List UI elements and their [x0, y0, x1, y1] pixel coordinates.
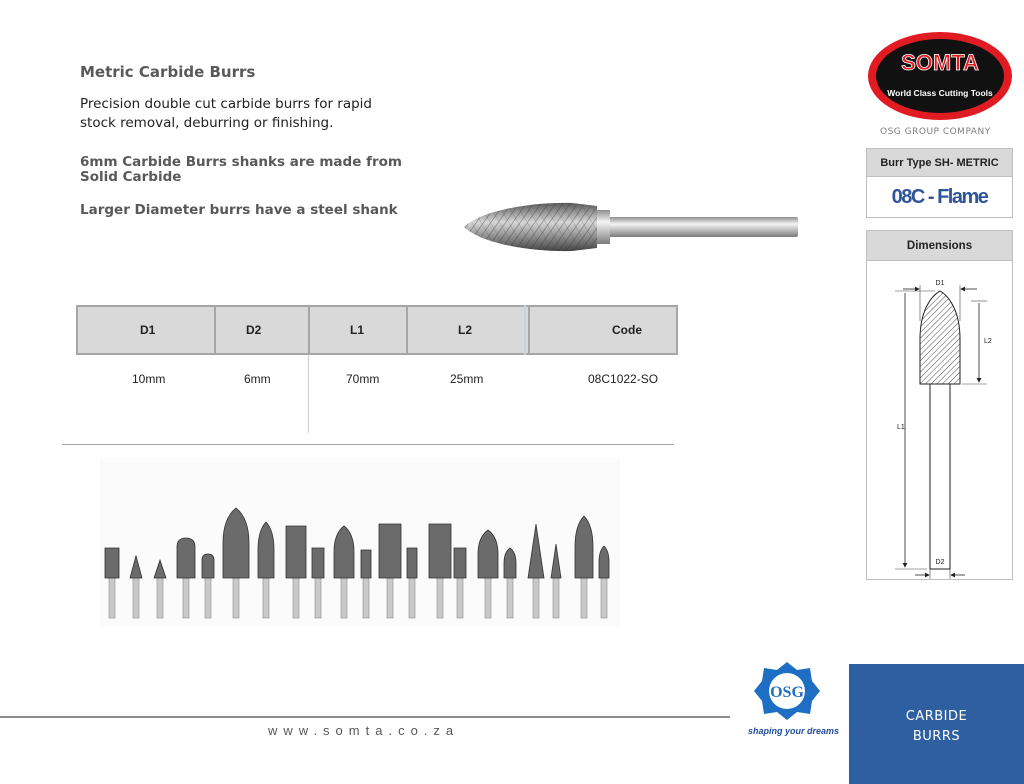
table-divider: [308, 355, 309, 433]
burr-4: [177, 538, 195, 618]
osg-logo-text: OSG: [770, 684, 804, 701]
shank-note: 6mm Carbide Burrs shanks are made from Solid Carbide: [80, 154, 402, 185]
burr-collection-image: [100, 458, 620, 626]
burr-21: [599, 546, 609, 618]
label-d1: D1: [935, 280, 945, 287]
burr-13: [407, 548, 417, 618]
burr-17: [504, 548, 516, 618]
burr-6: [223, 508, 249, 618]
cell-d2: 6mm: [244, 372, 271, 386]
steel-shank-note: Larger Diameter burrs have a steel shank: [80, 202, 398, 218]
slogan: shaping your dreams: [748, 726, 840, 736]
burr-16: [478, 530, 498, 618]
category-line-2: BURRS: [912, 729, 961, 744]
dimensions-box: [866, 230, 1013, 580]
flame-burr-image: [462, 190, 802, 270]
burr-5: [202, 554, 214, 618]
spec-table: [76, 305, 678, 395]
osg-logo: [752, 660, 822, 722]
burr-1: [105, 548, 119, 618]
burr-type-box: [866, 148, 1013, 218]
category-line-1: CARBIDE: [905, 709, 968, 724]
burr-3: [154, 560, 166, 618]
cell-d1: 10mm: [132, 372, 166, 386]
header-l2: L2: [408, 307, 530, 353]
header-d1: D1: [78, 307, 216, 353]
label-l1: L1: [897, 424, 905, 431]
burr-9: [312, 548, 324, 618]
table-divider: [524, 305, 526, 355]
page-title: Metric Carbide Burrs: [80, 63, 256, 81]
burr-20: [575, 516, 593, 618]
burr-8: [286, 526, 306, 618]
burr-2: [130, 556, 142, 618]
product-description: Precision double cut carbide burrs for rapid stock removal, deburring or finishing.: [80, 96, 373, 131]
burr-19: [551, 544, 561, 618]
cell-code: 08C1022-SO: [588, 372, 659, 386]
somta-logo-text: SOMTA: [901, 50, 979, 75]
cell-l1: 70mm: [346, 372, 380, 386]
burr-7: [258, 522, 274, 618]
table-row: [76, 355, 678, 395]
label-l2: L2: [984, 338, 992, 345]
cell-l2: 25mm: [450, 372, 484, 386]
spec-table-header: [76, 305, 678, 355]
dimension-diagram: [867, 261, 1012, 579]
burr-11: [361, 550, 371, 618]
burr-type-code: 08C - Flame: [891, 186, 988, 208]
website-link[interactable]: www.somta.co.za: [268, 723, 460, 738]
burr-18: [528, 524, 544, 618]
header-l1: L1: [310, 307, 408, 353]
footer-divider: [0, 716, 730, 718]
somta-tagline: World Class Cutting Tools: [887, 88, 993, 98]
dimensions-label: Dimensions: [867, 231, 1012, 261]
burr-14: [429, 524, 451, 618]
header-code: Code: [612, 323, 642, 337]
burr-10: [334, 526, 354, 618]
burr-12: [379, 524, 401, 618]
group-label: OSG GROUP COMPANY: [880, 127, 991, 137]
burr-type-label: Burr Type SH- METRIC: [867, 149, 1012, 177]
section-divider: [62, 444, 674, 445]
label-d2: D2: [935, 559, 945, 566]
somta-logo: [865, 30, 1015, 125]
burr-15: [454, 548, 466, 618]
category-badge: [849, 664, 1024, 784]
header-d2: D2: [216, 307, 310, 353]
